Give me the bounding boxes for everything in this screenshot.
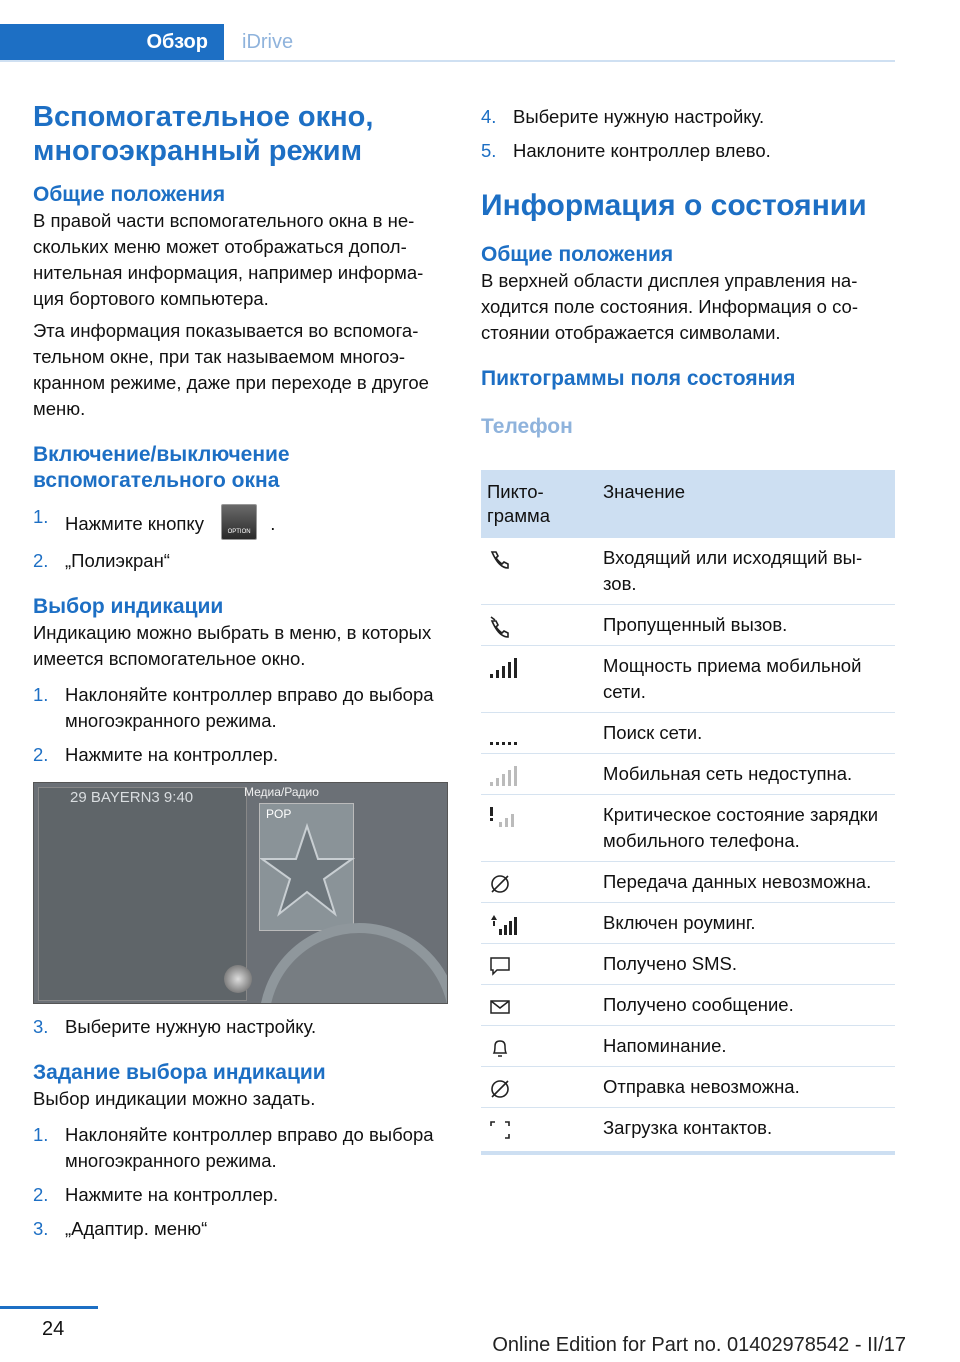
signal-strength-icon <box>489 657 517 679</box>
table-row <box>481 713 895 754</box>
row-text: Мощность приема мобильной сети. <box>597 646 895 713</box>
list-item <box>481 138 895 164</box>
icons-heading: Пиктограммы поля состояния <box>481 367 796 390</box>
media-label: Медиа/Радио <box>244 785 319 799</box>
table-row <box>481 795 895 862</box>
table-row <box>481 605 895 646</box>
row-text: Загрузка контактов. <box>597 1108 895 1154</box>
step-text: „Полиэкран“ <box>65 550 170 571</box>
row-text: Пропущенный вызов. <box>597 605 895 646</box>
step-number: 1. <box>33 506 49 527</box>
left-column <box>33 100 448 1250</box>
row-text: Передача данных невозможна. <box>597 862 895 903</box>
step-text: Выберите нужную настройку. <box>513 106 765 127</box>
table-row <box>481 1067 895 1108</box>
step-text-after: . <box>270 513 276 534</box>
row-text: Включен роуминг. <box>597 903 895 944</box>
station-line: 29 BAYERN3 9:40 <box>70 789 194 806</box>
footer-rule <box>0 1306 98 1309</box>
table-row <box>481 903 895 944</box>
list-item <box>33 1014 448 1040</box>
tab-idrive[interactable]: iDrive <box>242 31 294 53</box>
table-row <box>481 1108 895 1154</box>
step-number: 5. <box>481 140 497 161</box>
continued-steps <box>481 104 895 164</box>
step-text: Нажмите на контроллер. <box>65 744 279 765</box>
edition-text: Online Edition for Part no. 01402978542 - II/17 <box>492 1334 906 1356</box>
table-row <box>481 754 895 795</box>
list-item <box>33 742 448 768</box>
data-unavailable-icon <box>489 873 511 895</box>
phone-call-icon <box>489 549 511 571</box>
toggle-heading: Включение/выключение вспомогательного окна <box>33 443 290 492</box>
missed-call-icon <box>489 616 511 638</box>
section-title: Вспомогательное окно, многоэкранный режим <box>33 101 374 167</box>
status-paragraph: В верхней области дисплея управления находится поле состояния. Информация о состоянии отображается символами. <box>481 270 859 343</box>
step-text: Наклоняйте контроллер вправо до выбора многоэкранного режима. <box>65 684 434 731</box>
table-row <box>481 1026 895 1067</box>
reminder-icon <box>489 1037 511 1059</box>
step-number: 1. <box>33 1124 49 1145</box>
step-text: Выберите нужную настройку. <box>65 1016 317 1037</box>
page-number: 24 <box>42 1318 65 1340</box>
roaming-icon <box>489 914 517 936</box>
status-title: Информация о состоянии <box>481 189 867 222</box>
step-number: 4. <box>481 106 497 127</box>
right-column <box>481 104 895 1155</box>
table-row <box>481 985 895 1026</box>
table-row <box>481 538 895 605</box>
row-text: Получено SMS. <box>597 944 895 985</box>
general-heading: Общие положения <box>33 183 226 206</box>
table-row <box>481 944 895 985</box>
select-heading: Выбор индикации <box>33 595 224 618</box>
status-icons-table <box>481 470 895 1155</box>
step-number: 3. <box>33 1218 49 1239</box>
select-step-3 <box>33 1014 448 1040</box>
battery-critical-icon <box>489 806 517 828</box>
table-header-row <box>481 470 895 538</box>
genre-label: POP <box>266 807 292 821</box>
row-text: Получено сообщение. <box>597 985 895 1026</box>
step-number: 2. <box>33 744 49 765</box>
set-paragraph: Выбор индикации можно задать. <box>33 1088 316 1109</box>
list-item <box>33 1216 448 1242</box>
step-number: 2. <box>33 550 49 571</box>
step-text: Наклоните контроллер влево. <box>513 140 771 161</box>
row-text: Критическое состояние зарядки мобильного телефона. <box>597 795 895 862</box>
controller-knob-icon <box>224 965 252 993</box>
table-row <box>481 862 895 903</box>
step-text: Нажмите кнопку <box>65 513 204 534</box>
step-text: „Адаптир. меню“ <box>65 1218 208 1239</box>
list-item <box>33 504 448 540</box>
step-text: Наклоняйте контроллер вправо до выбора многоэкранного режима. <box>65 1124 434 1171</box>
general-heading: Общие положения <box>481 243 674 266</box>
general-paragraph-1: В правой части вспомогательного окна в нескольких меню может отображаться дополнительная информация, например информация бортового компьютера. <box>33 210 424 309</box>
table-row <box>481 646 895 713</box>
tab-overview[interactable]: Обзор <box>0 24 224 60</box>
step-number: 1. <box>33 684 49 705</box>
network-search-icon <box>489 724 517 746</box>
header-meaning-col: Значение <box>597 470 895 538</box>
send-failed-icon <box>489 1078 511 1100</box>
row-text: Входящий или исходящий вызов. <box>597 538 895 605</box>
list-item <box>33 1182 448 1208</box>
contacts-loading-icon <box>489 1119 511 1141</box>
main-window <box>38 787 247 1001</box>
phone-heading: Телефон <box>481 415 573 438</box>
row-text: Поиск сети. <box>597 713 895 754</box>
option-button-icon <box>221 504 257 540</box>
list-item <box>33 682 448 734</box>
step-number: 3. <box>33 1016 49 1037</box>
row-text: Отправка невозможна. <box>597 1067 895 1108</box>
step-number: 2. <box>33 1184 49 1205</box>
star-icon <box>260 804 355 932</box>
option-button-label: OPTION <box>227 529 251 535</box>
toggle-steps <box>33 504 448 574</box>
select-paragraph: Индикацию можно выбрать в меню, в которых имеется вспомогательное окно. <box>33 622 432 669</box>
general-paragraph-2: Эта информация показывается во вспомогательном окне, при так называемом многоэкранном режиме, даже при переходе в другое меню. <box>33 320 429 419</box>
list-item <box>481 104 895 130</box>
tab-bar <box>0 24 895 62</box>
row-text: Напоминание. <box>597 1026 895 1067</box>
message-icon <box>489 996 511 1018</box>
header-icon-col: Пиктограмма <box>481 470 597 538</box>
no-network-icon <box>489 765 517 787</box>
dial-graphic <box>259 923 448 1004</box>
row-text: Мобильная сеть недоступна. <box>597 754 895 795</box>
sms-icon <box>489 955 511 977</box>
select-steps <box>33 682 448 768</box>
display-screenshot <box>33 782 448 1004</box>
step-text: Нажмите на контроллер. <box>65 1184 279 1205</box>
set-steps <box>33 1122 448 1242</box>
list-item <box>33 1122 448 1174</box>
set-heading: Задание выбора индикации <box>33 1061 326 1084</box>
list-item <box>33 548 448 574</box>
album-cover <box>259 803 354 931</box>
